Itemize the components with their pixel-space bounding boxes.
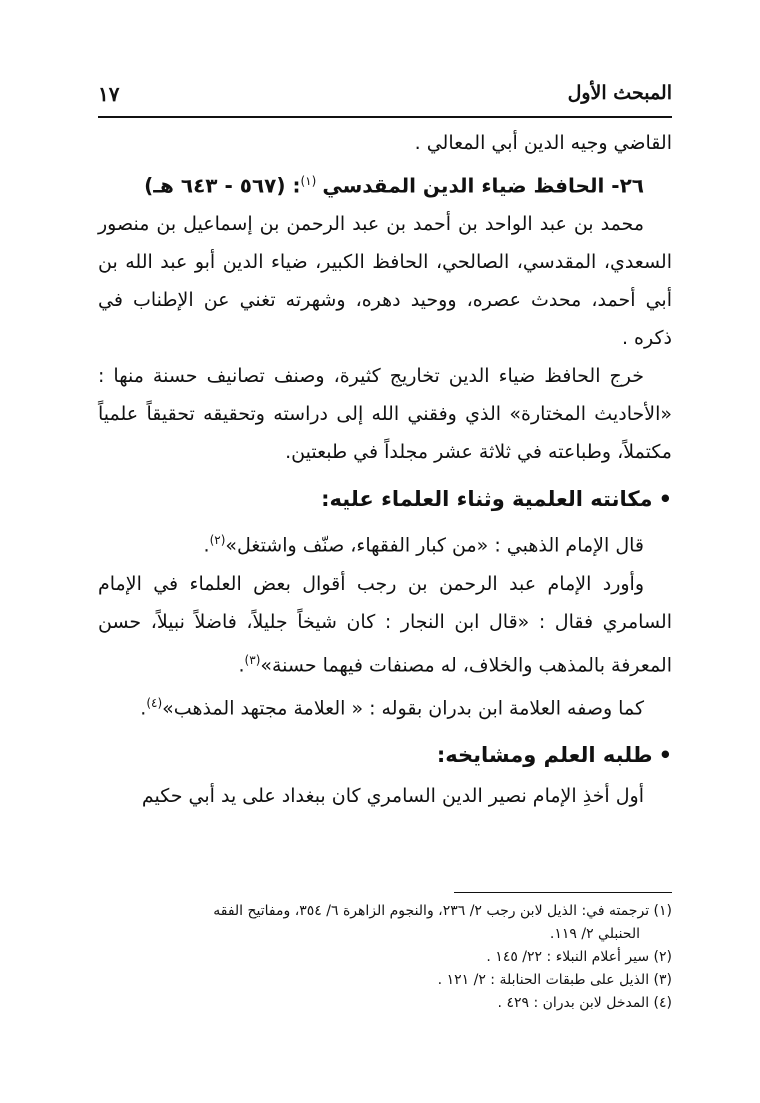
biography-paragraph: محمد بن عبد الواحد بن أحمد بن عبد الرحمن بن إسماعيل بن منصور السعدي، المقدسي، الصالحي، الحافظ الكبير، ضياء الدين أبو عبد الله بن أبي أحمد، محدث عصره، ووحيد دهره، وشهرته تغني عن الإطناب في ذكره .: [98, 213, 672, 350]
header-rule: [98, 116, 672, 118]
footnote-1-continuation: الحنبلي ٢/ ١١٩.: [549, 926, 640, 942]
footnote-1: (١) ترجمته في: الذيل لابن رجب ٢/ ٢٣٦، والنجوم الزاهرة ٦/ ٣٥٤، ومفاتيح الفقه: [213, 903, 672, 919]
dhahabi-quote-end: .: [203, 534, 210, 557]
dhahabi-quote-text: قال الإمام الذهبي : «من كبار الفقهاء، صنّف واشتغل»: [225, 534, 644, 557]
footnote-ref-1[interactable]: (١): [300, 174, 317, 188]
ibn-rajab-text: وأورد الإمام عبد الرحمن بن رجب أقوال بعض العلماء في الإمام السامري فقال : «قال ابن النجار : كان شيخاً جليلاً، فاضلاً نبيلاً، حسن المعرفة بالمذهب والخلاف، له مصنفات فيهما حسنة»: [98, 572, 672, 676]
works-paragraph: خرج الحافظ ضياء الدين تخاريج كثيرة، وصنف تصانيف حسنة منها : «الأحاديث المختارة» الذي وفقني الله إلى دراسته وتحقيقه تحقيقاً علمياً مكتملاً، وطباعته في ثلاثة عشر مجلداً في طبعتين.: [98, 365, 672, 464]
ibn-badran-end: .: [140, 697, 147, 720]
chapter-title: المبحث الأول: [567, 82, 672, 104]
footnote-ref-3[interactable]: (٣): [244, 652, 261, 667]
body-text: [98, 124, 672, 815]
paragraph-continuation: القاضي وجيه الدين أبي المعالي .: [414, 132, 672, 154]
running-header: [98, 78, 672, 112]
ibn-rajab-paragraph: [98, 565, 672, 684]
footnotes: [98, 900, 672, 1015]
entry-dates: : (٥٦٧ - ٦٤٣ هـ): [144, 173, 301, 198]
footnote-ref-4[interactable]: (٤): [146, 695, 163, 710]
bullet-icon: •: [658, 487, 672, 512]
ibn-badran-paragraph: [98, 684, 672, 727]
footnote-2: (٢) سير أعلام النبلاء : ٢٢/ ١٤٥ .: [486, 949, 672, 965]
studies-paragraph: أول أخذِ الإمام نصير الدين السامري كان ببغداد على يد أبي حكيم: [141, 785, 644, 808]
section-heading-status-text: مكانته العلمية وثناء العلماء عليه:: [321, 487, 653, 512]
entry-heading: ٢٦- الحافظ ضياء الدين المقدسي: [322, 173, 644, 198]
section-heading-status: [98, 477, 672, 521]
section-heading-studies: [98, 733, 672, 777]
page-number: ١٧: [98, 82, 120, 106]
ibn-rajab-end: .: [238, 653, 245, 676]
bullet-icon: •: [658, 743, 672, 768]
footnote-ref-2[interactable]: (٢): [209, 533, 226, 548]
ibn-badran-text: كما وصفه العلامة ابن بدران بقوله : « العلامة مجتهد المذهب»: [162, 697, 644, 720]
footnote-3: (٣) الذيل على طبقات الحنابلة : ٢/ ١٢١ .: [437, 972, 672, 988]
footnote-rule: [454, 892, 672, 893]
entry-heading-line: [98, 162, 672, 205]
dhahabi-quote: [98, 521, 672, 564]
footnote-4: (٤) المدخل لابن بدران : ٤٢٩ .: [497, 995, 672, 1011]
section-heading-studies-text: طلبه العلم ومشايخه:: [436, 743, 653, 768]
